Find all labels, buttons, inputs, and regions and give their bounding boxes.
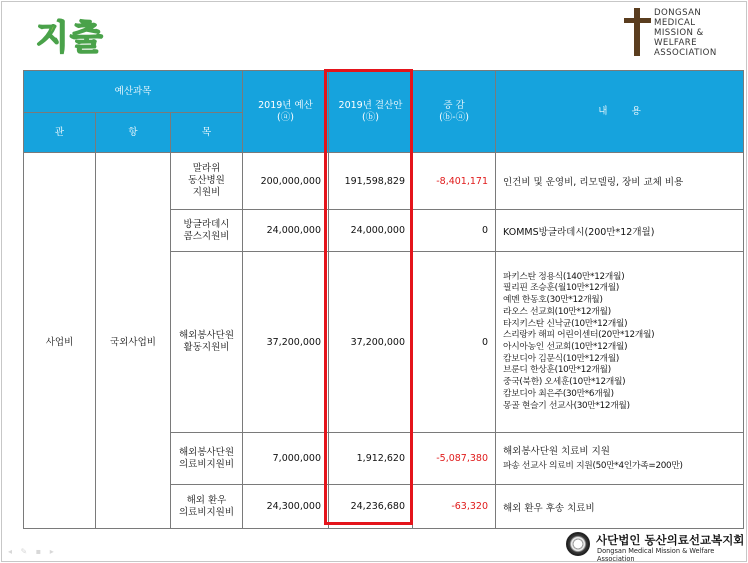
mok-cell: 해외봉사단원 의료비지원비 (171, 433, 243, 485)
footer-org-korean: 사단법인 동산의료선교복지회 (596, 533, 745, 547)
content-cell: 인건비 및 운영비, 리모델링, 장비 교체 비용 (496, 153, 744, 210)
mok-cell: 해외 환우 의료비지원비 (171, 485, 243, 529)
content-cell (496, 433, 744, 485)
logo-text (654, 8, 717, 58)
hang-cell: 국외사업비 (96, 153, 171, 529)
header-gwan: 관 (24, 113, 96, 153)
change-cell: -63,320 (413, 485, 496, 529)
content-cell: 해외 환우 후송 치료비 (496, 485, 744, 529)
logo-line: DONGSAN (654, 8, 702, 18)
header-budget-category: 예산과목 (24, 71, 243, 113)
content-line: 캄보디아 김문식(10만*12개월) (503, 353, 620, 364)
settlement-cell: 1,912,620 (329, 433, 413, 485)
budget-cell: 24,300,000 (243, 485, 329, 529)
header-settlement-2019: 2019년 결산안 (ⓑ) (329, 71, 413, 153)
change-cell: -8,401,171 (413, 153, 496, 210)
cross-icon (634, 8, 640, 56)
slide-nav-controls[interactable]: ◂ ✎ ▪ ▸ (8, 547, 57, 556)
mok-cell: 방글라데시 콤스지원비 (171, 210, 243, 252)
logo-line: WELFARE (654, 38, 697, 48)
association-logo (624, 8, 742, 58)
header-hang: 항 (96, 113, 171, 153)
mok-cell: 해외봉사단원 활동지원비 (171, 252, 243, 433)
logo-line: MEDICAL (654, 18, 696, 28)
budget-cell: 37,200,000 (243, 252, 329, 433)
mok-cell: 말라위 동산병원 지원비 (171, 153, 243, 210)
settlement-cell: 37,200,000 (329, 252, 413, 433)
header-mok: 목 (171, 113, 243, 153)
content-line: 스리랑카 해피 어린이센터(20만*12개월) (503, 330, 655, 341)
content-line: 타지키스탄 신낙균(10만*12개월) (503, 318, 628, 329)
budget-cell: 200,000,000 (243, 153, 329, 210)
change-cell: 0 (413, 210, 496, 252)
content-line: 예멘 한동호(30만*12개월) (503, 295, 603, 306)
logo-line: ASSOCIATION (654, 48, 717, 58)
content-line: 필리핀 조승훈(월10만*12개월) (503, 283, 620, 294)
header-change: 증 감 (ⓑ-ⓐ) (413, 71, 496, 153)
content-line: 중국(북한) 오세훈(10만*12개월) (503, 377, 626, 388)
header-budget-2019: 2019년 예산 (ⓐ) (243, 71, 329, 153)
budget-cell: 7,000,000 (243, 433, 329, 485)
settlement-cell: 24,236,680 (329, 485, 413, 529)
settlement-cell: 24,000,000 (329, 210, 413, 252)
content-line: 몽골 현슬기 선교사(30만*12개월) (503, 400, 630, 411)
page-title: 지출 (36, 18, 104, 58)
content-line: 라오스 선교회(10만*12개월) (503, 306, 611, 317)
content-line: 캄보디아 최은주(30만*6개월) (503, 388, 614, 399)
content-line: 파송 선교사 의료비 지원(50만*4인가족=200만) (503, 460, 683, 471)
footer-org-english: Dongsan Medical Mission & Welfare Association (597, 547, 715, 563)
change-cell: -5,087,380 (413, 433, 496, 485)
content-line: 해외봉사단원 치료비 지원 (503, 445, 610, 457)
content-line: 파키스탄 정용식(140만*12개월) (503, 271, 625, 282)
association-seal-icon (566, 532, 590, 556)
content-cell: KOMMS방글라데시(200만*12개월) (496, 210, 744, 252)
header-content: 내 용 (496, 71, 744, 153)
cross-icon-bar (624, 18, 651, 23)
settlement-cell: 191,598,829 (329, 153, 413, 210)
change-cell: 0 (413, 252, 496, 433)
content-line: 아시아농인 선교회(10만*12개월) (503, 342, 628, 352)
gwan-cell: 사업비 (24, 153, 96, 529)
logo-line: MISSION & (654, 28, 704, 38)
content-line: 브룬디 한상훈(10만*12개월) (503, 365, 611, 376)
content-cell (496, 252, 744, 433)
budget-cell: 24,000,000 (243, 210, 329, 252)
settlement-highlight-box (324, 69, 413, 525)
